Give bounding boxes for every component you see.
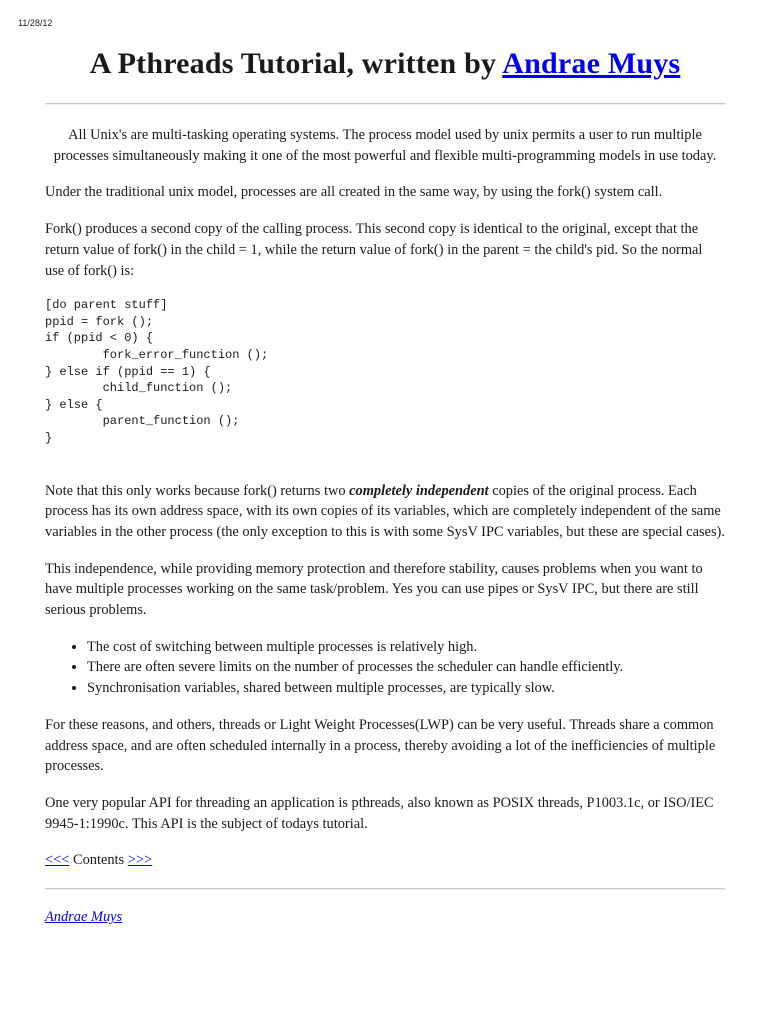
print-date: 11/28/12 [18, 18, 53, 28]
tutorial-page [45, 44, 725, 928]
problems-list [45, 637, 725, 699]
threads-reasons-paragraph: For these reasons, and others, threads or Light Weight Processes(LWP) can be very useful. Threads share a common address space, and are often scheduled internally in a process, thereby avoiding a lot of the inefficiencies of multiple processes. [45, 716, 716, 775]
fork-code-block [45, 297, 725, 446]
list-item: • Synchronisation variables, shared between multiple processes, are typically slow. [87, 678, 725, 699]
list-item: • The cost of switching between multiple processes is relatively high. [87, 637, 725, 658]
intro-paragraph: All Unix's are multi-tasking operating systems. The process model used by unix permits a user to run multiple processes simultaneously making it one of the most powerful and flexible multi-programming models in use today. [53, 127, 717, 164]
code-line: ppid = fork (); [45, 314, 154, 329]
independence-note-paragraph [45, 481, 725, 543]
page-title [45, 44, 725, 84]
fork-paragraph: Fork() produces a second copy of the calling process. This second copy is identical to the original, except that the return value of fork() in the child = 1, while the return value of fork() in the parent = the child's pid. So the normal use of fork() is: [45, 221, 703, 279]
code-line: } else if (ppid == 1) { [45, 364, 211, 379]
note-emphasis: completely independent [349, 482, 489, 499]
next-page-link[interactable]: >>> [127, 852, 153, 869]
pthreads-api-paragraph: One very popular API for threading an application is pthreads, also known as POSIX threads, P1003.1c, or ISO/IEC 9945-1:1990c. This API is the subject of todays tutorial. [45, 795, 714, 832]
code-line: } else { [45, 397, 103, 412]
top-divider [45, 103, 725, 105]
code-line: } [45, 430, 53, 445]
contents-label: Contents [72, 852, 125, 869]
independence-problems-paragraph: This independence, while providing memory protection and therefore stability, causes problems when you want to have multiple processes working on the same task/problem. Yes you can use pipes or SysV IPC, but there are still serious problems. [45, 560, 703, 619]
footer-author-link[interactable]: Andrae Muys [45, 909, 123, 926]
bottom-divider [45, 888, 725, 890]
title-prefix: A Pthreads Tutorial, written by [89, 47, 503, 80]
code-line: [do parent stuff] [45, 298, 168, 313]
code-line: child_function (); [45, 381, 233, 396]
list-item: • There are often severe limits on the number of processes the scheduler can handle efficiently. [87, 657, 725, 678]
tutorial-navigation [45, 850, 725, 871]
note-text-after: copies of the original process. Each process has its own address space, with its own copies of its variables, which are completely independent of the same variables in the other process (the only exception to this is with some SysV IPC variables, but these are special cases). [45, 482, 725, 540]
traditional-model-paragraph: Under the traditional unix model, processes are all created in the same way, by using the fork() system call. [45, 184, 663, 201]
note-text-before: Note that this only works because fork() returns two [45, 482, 350, 499]
author-title-link[interactable]: Andrae Muys [502, 47, 681, 80]
code-line: parent_function (); [45, 414, 240, 429]
code-line: if (ppid < 0) { [45, 331, 154, 346]
code-line: fork_error_function (); [45, 348, 269, 362]
prev-page-link[interactable]: <<< [45, 852, 70, 869]
